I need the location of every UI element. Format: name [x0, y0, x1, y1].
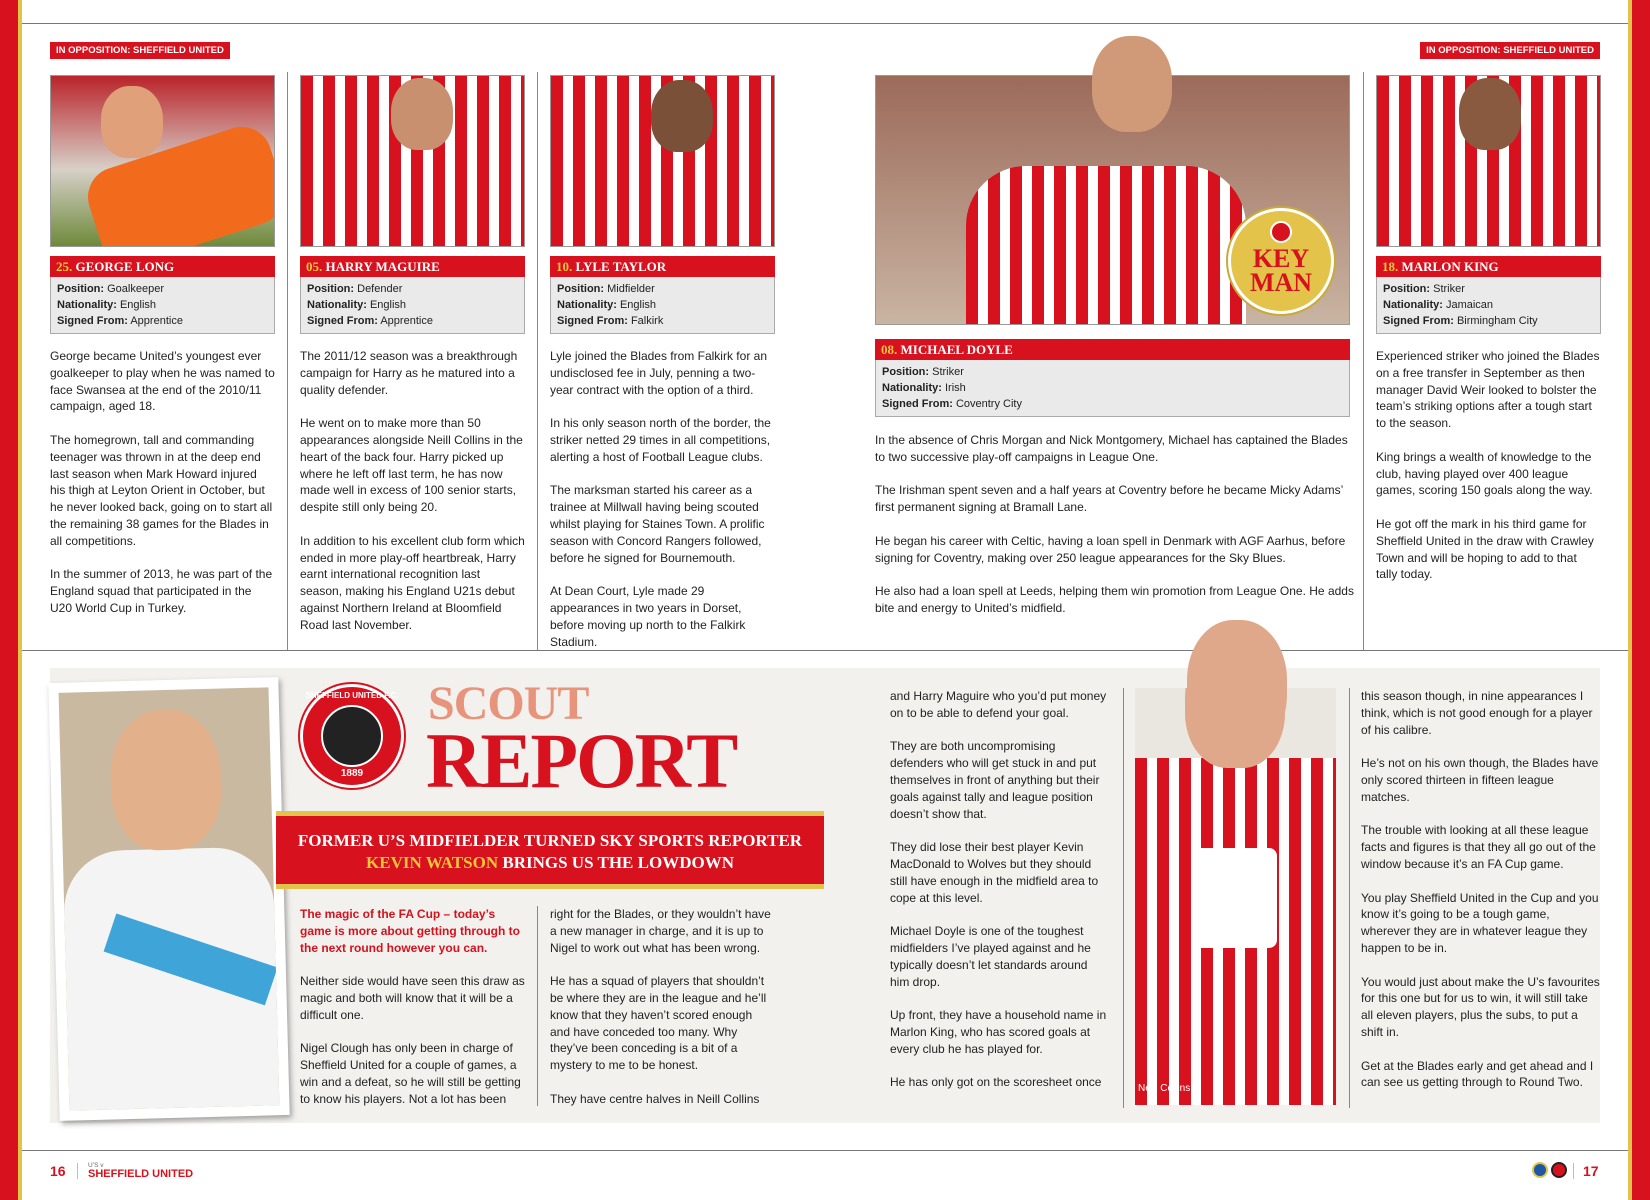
- sheffield-united-crest: SHEFFIELD UNITED F.C. 1889: [300, 684, 404, 788]
- scout-column-2: right for the Blades, or they wouldn’t have a new manager in charge, and it is up to Nigel to work out what has been wrong. He has a squad of players that shouldn’t be where they are in the league and he’ll know that they haven’t scored enough and have conceded too many. Why they’ve been conceding is a bit of a mystery to me to be honest. They have centre halves in Neill Collins: [550, 907, 771, 1106]
- section-tag-right: IN OPPOSITION: SHEFFIELD UNITED: [1420, 42, 1600, 59]
- player-photo-harry-maguire: [300, 75, 525, 247]
- neill-collins-photo: [1135, 688, 1336, 1105]
- column-divider: [287, 72, 288, 650]
- report-title: REPORT: [426, 717, 737, 804]
- footer-fixture-small: U’S v: [88, 1162, 104, 1169]
- player-bio: George became United’s youngest ever goalkeeper to play when he was named to face Swansea at the end of the 2010/11 campaign, aged 18. The homegrown, tall and commanding teenager was thrown in at the deep end last season when Mark Howard injured his thigh at Leyton Orient in October, but he never looked back, going on to start all the remaining 38 games for the Blades in all competitions. In the summer of 2013, he was part of the England squad that participated in the U20 World Cup in Turkey.: [50, 349, 275, 615]
- scout-banner: FORMER U’S MIDFIELDER TURNED SKY SPORTS REPORTER KEVIN WATSON BRINGS US THE LOWDOWN: [276, 811, 824, 889]
- player-name-bar: 08. MICHAEL DOYLE: [875, 339, 1350, 360]
- player-name-bar: 05. HARRY MAGUIRE: [300, 256, 525, 277]
- column-divider: [537, 906, 538, 1106]
- section-tag-left: IN OPPOSITION: SHEFFIELD UNITED: [50, 42, 230, 59]
- scout-column-1: The magic of the FA Cup – today’s game is more about getting through to the next round however you can. Neither side would have seen this draw as magic and both will know that it will be a difficult one. Nigel Clough has only been in charge of Sheffield United for a couple of games, a win and a defeat, so he will still be getting to know his players. Not a lot has been: [300, 907, 525, 1106]
- column-divider: [1363, 72, 1364, 650]
- player-bio: The 2011/12 season was a breakthrough campaign for Harry as he matured into a quality defender. He went on to make more than 50 appearances alongside Neill Collins in the heart of the back four. Harry picked up where he left off last term, he has now made well in excess of 100 senior starts, despite still only being 20. In addition to his excellent club form which ended in more play-off heartbreak, Harry earnt international recognition last season, making his England U21s debut against Northern Ireland at Bloomfield Road last November.: [300, 349, 525, 632]
- player-info-box: Position: Striker Nationality: Irish Signed From: Coventry City: [875, 360, 1350, 417]
- player-info-box: Position: Midfielder Nationality: English Signed From: Falkirk: [550, 277, 775, 334]
- player-name-bar: 25. GEORGE LONG: [50, 256, 275, 277]
- right-page-edge: [1628, 0, 1650, 1200]
- column-divider: [537, 72, 538, 650]
- player-bio: Lyle joined the Blades from Falkirk for an undisclosed fee in July, penning a two-year contract with the option of a third. In his only season north of the border, the striker netted 29 times in all competitions, alerting a host of Football League clubs. The marksman started his career as a trainee at Millwall having being scouted whilst playing for Staines Town. A prolific season with Concord Rangers followed, before he signed for Bournemouth. At Dean Court, Lyle made 29 appearances in two years in Dorset, before moving up north to the Falkirk Stadium.: [550, 349, 771, 649]
- scout-title: SCOUT: [428, 677, 589, 730]
- player-head: [1187, 620, 1287, 750]
- footer-divider: [1573, 1163, 1574, 1179]
- player-photo-lyle-taylor: [550, 75, 775, 247]
- top-rule: [22, 23, 1628, 24]
- player-bio: Experienced striker who joined the Blades on a free transfer in September as then manager David Weir looked to bolster the team’s striking options after a tough start to the season. King brings a wealth of knowledge to the club, having played over 400 league games, scoring 150 goals along the way. He got off the mark in his third game for Sheffield United in the draw with Crawley Town and will be hoping to add to that tally today.: [1376, 349, 1600, 582]
- player-info-box: Position: Goalkeeper Nationality: English Signed From: Apprentice: [50, 277, 275, 334]
- footer-divider: [77, 1163, 78, 1179]
- page-number-right: 17: [1583, 1163, 1599, 1179]
- player-name-bar: 10. LYLE TAYLOR: [550, 256, 775, 277]
- colchester-crest-icon: [1532, 1162, 1548, 1178]
- crest-icon: [1270, 221, 1292, 243]
- crossed-swords-icon: [321, 705, 383, 767]
- photo-caption: Neill Collins: [1138, 1083, 1191, 1094]
- scout-column-3: and Harry Maguire who you’d put money on to be able to defend your goal. They are both uncompromising defenders who will get stuck in and put themselves in front of anything but their goals against tally and league position doesn’t show that. They did lose their best player Kevin MacDonald to Wolves but they should still have enough in the midfield area to cope at this level. Michael Doyle is one of the toughest midfielders I’ve played against and he typically doesn’t let standards around him drop. Up front, they have a household name in Marlon King, who has scored goals at every club he has played for. He has only got on the scoresheet once: [890, 689, 1107, 1090]
- kevin-watson-photo: [48, 677, 289, 1121]
- player-photo-marlon-king: [1376, 75, 1601, 247]
- column-divider: [1349, 688, 1350, 1108]
- bottom-rule: [22, 1150, 1628, 1151]
- player-info-box: Position: Striker Nationality: Jamaican Signed From: Birmingham City: [1376, 277, 1601, 334]
- middle-rule: [22, 650, 1628, 651]
- left-page-edge: [0, 0, 22, 1200]
- key-man-badge: KEY MAN: [1228, 208, 1334, 314]
- player-bio: In the absence of Chris Morgan and Nick Montgomery, Michael has captained the Blades to two successive play-off campaigns in League One. The Irishman spent seven and a half years at Coventry before he became Micky Adams’ first permanent signing at Bramall Lane. He began his career with Celtic, having a loan spell in Denmark with AGF Aarhus, before signing for Coventry, making over 250 league appearances for the Sky Blues. He also had a loan spell at Leeds, helping them win promotion from League One. He adds bite and energy to United’s midfield.: [875, 433, 1354, 615]
- player-name-bar: 18. MARLON KING: [1376, 256, 1601, 277]
- player-head: [1092, 36, 1172, 132]
- sheffield-crest-icon: [1551, 1162, 1567, 1178]
- footer-fixture-title: SHEFFIELD UNITED: [88, 1168, 194, 1180]
- scout-column-4: this season though, in nine appearances I think, which is not good enough for a player of his calibre. He’s not on his own though, the Blades have only scored thirteen in fifteen league matches. The trouble with looking at all these league facts and figures is that they all go out of the window because it’s an FA Cup game. You play Sheffield United in the Cup and you know it’s going to be a tough game, wherever they are in whatever league they happen to be in. You would just about make the U’s favourites for this one but for us to win, it will still take all eleven players, plus the subs, to put a shift in. Get at the Blades early and get ahead and I can see us getting through to Round Two.: [1361, 689, 1600, 1090]
- column-divider: [1123, 688, 1124, 1108]
- page-number-left: 16: [50, 1163, 66, 1179]
- player-info-box: Position: Defender Nationality: English Signed From: Apprentice: [300, 277, 525, 334]
- player-photo-george-long: [50, 75, 275, 247]
